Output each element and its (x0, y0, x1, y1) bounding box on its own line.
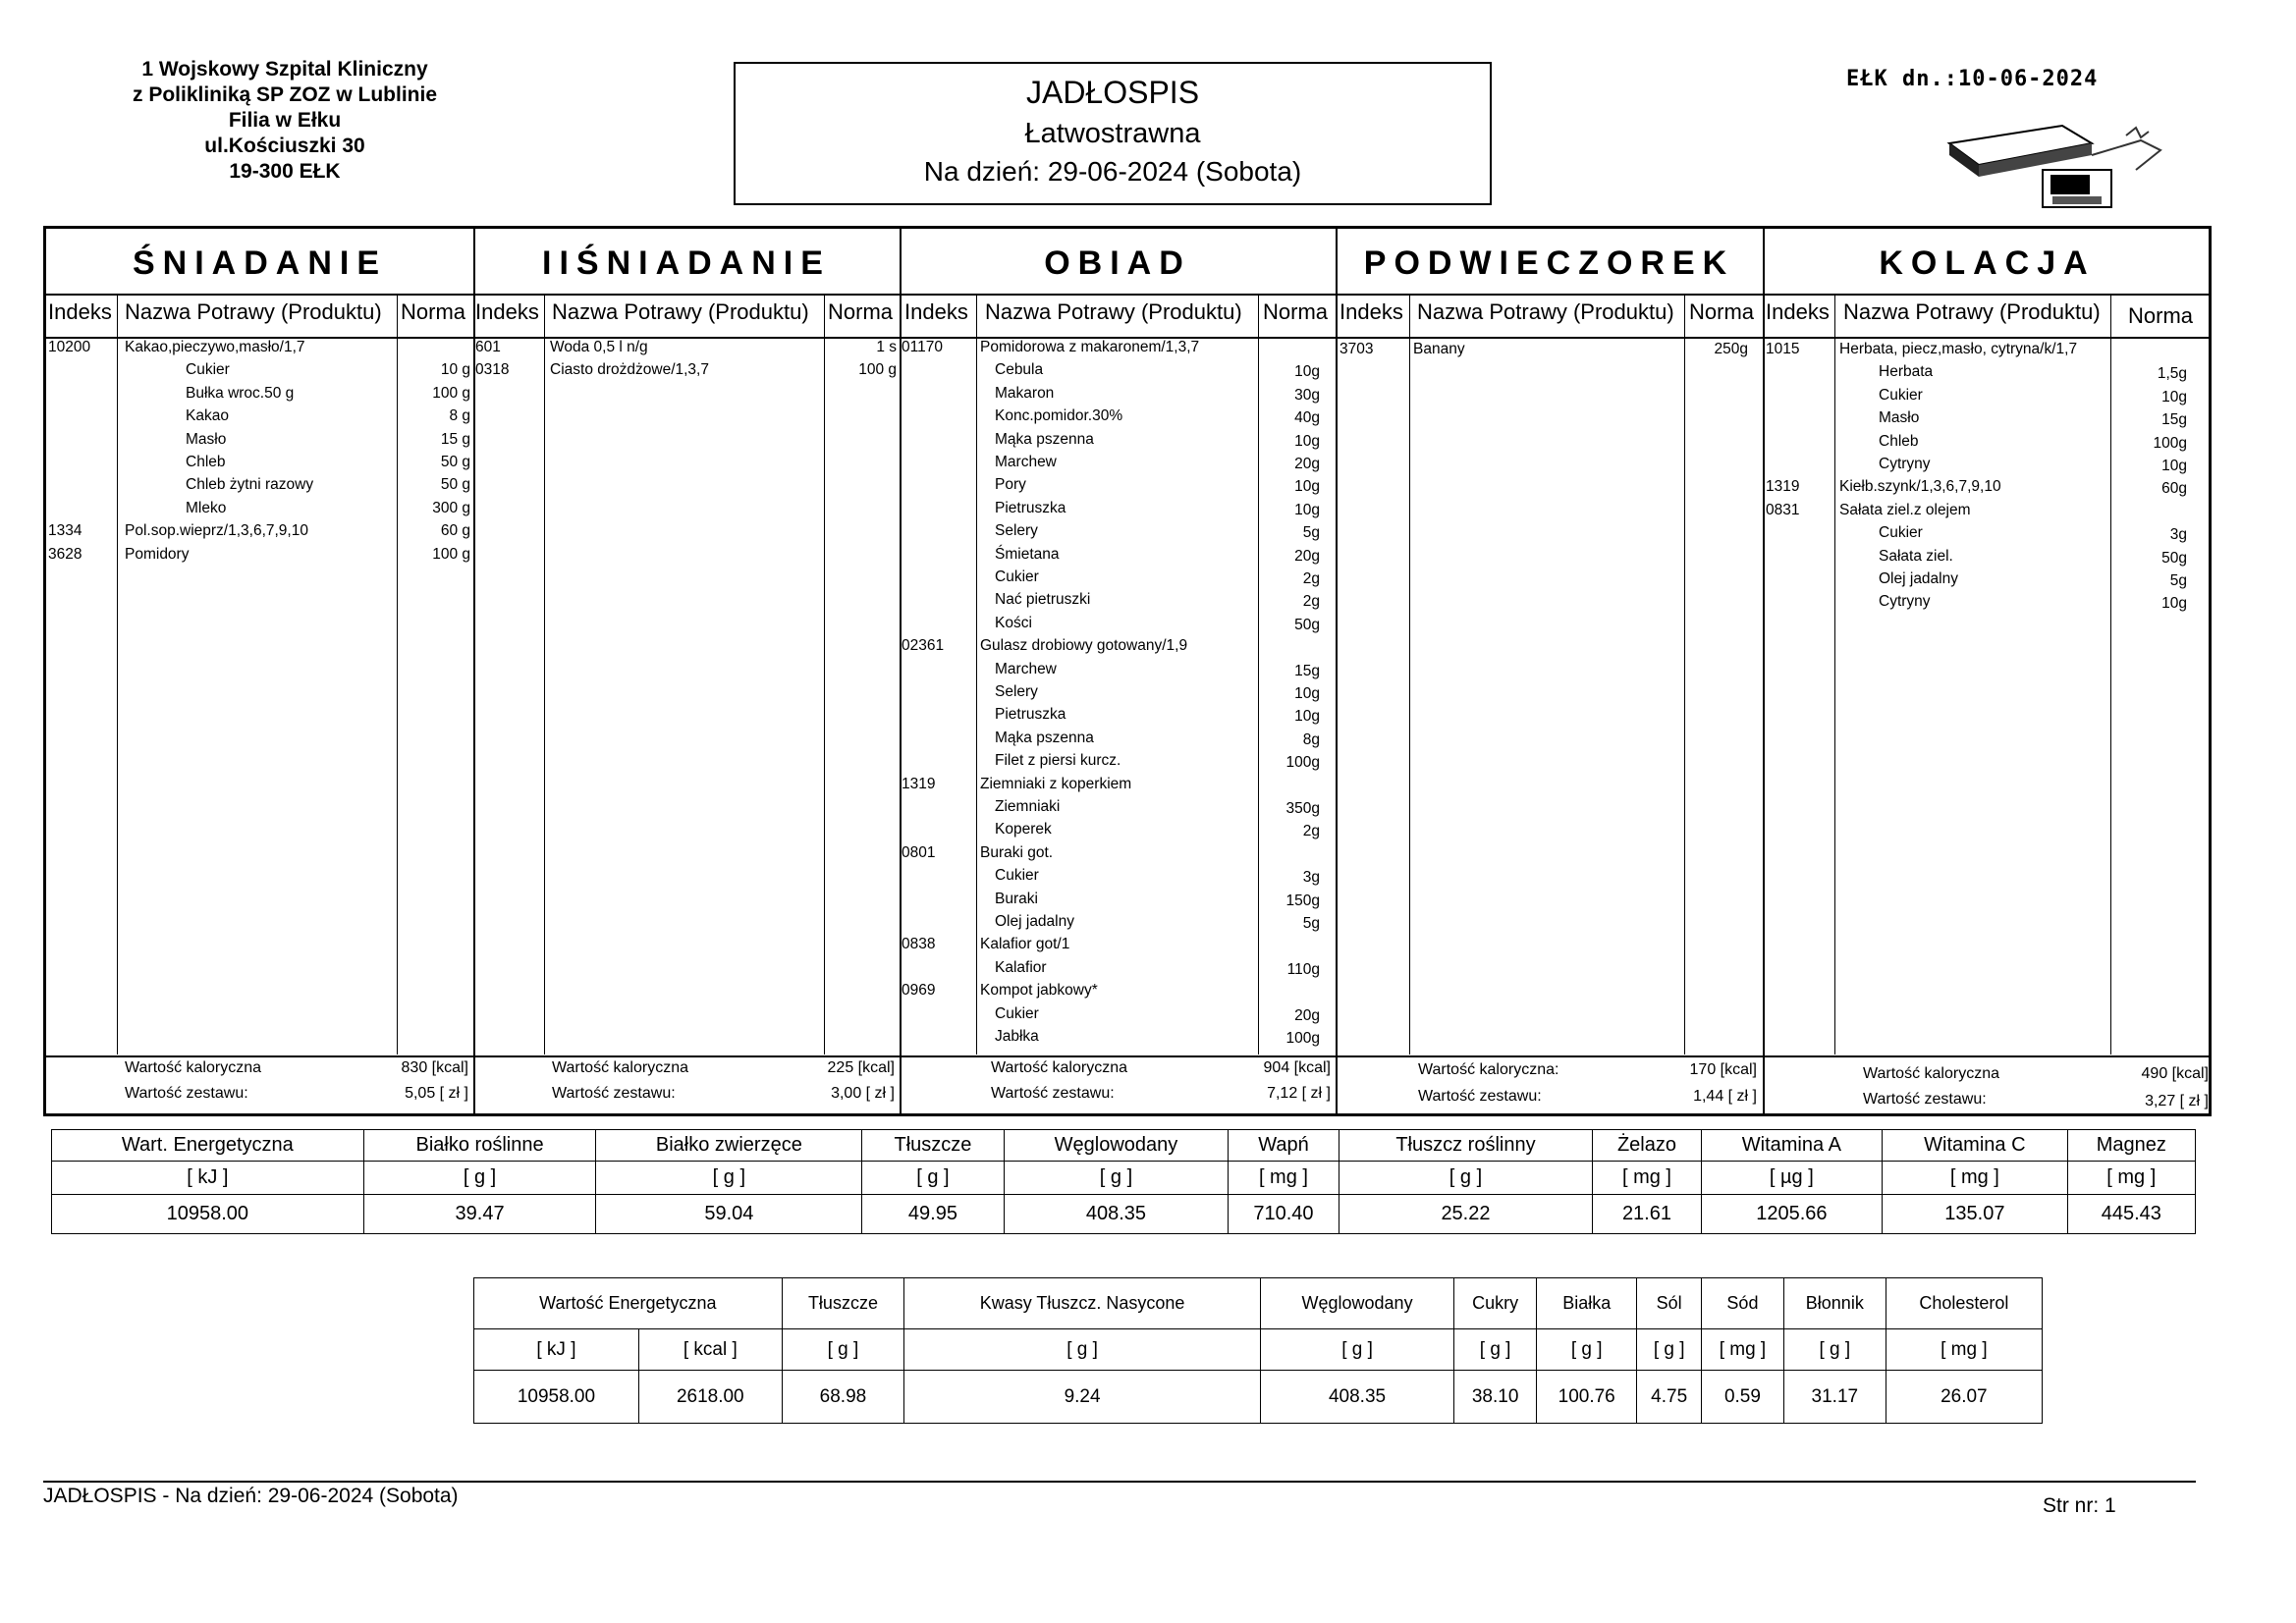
row-norm: 10g (1294, 432, 1320, 450)
table-units-row (474, 1329, 2043, 1371)
row-norm: 20g (1294, 547, 1320, 565)
kcal-value: 904 [kcal] (1263, 1059, 1331, 1076)
row-norm: 100g (1285, 754, 1320, 772)
row-norm: 1 s (876, 339, 897, 355)
table-cell: 39.47 (363, 1195, 596, 1234)
row-name: Nać pietruszki (995, 591, 1091, 609)
row-norm: 100 g (432, 545, 470, 563)
row-index: 0318 (475, 361, 510, 379)
row-name: Mleko (186, 499, 227, 516)
table-cell: 49.95 (862, 1195, 1004, 1234)
divider (824, 294, 825, 1055)
kcal-value: 225 [kcal] (827, 1059, 895, 1076)
row-norm: 10g (1294, 501, 1320, 518)
col-name: Nazwa Potrawy (Produktu) (125, 299, 382, 324)
table-cell: 1205.66 (1701, 1195, 1883, 1234)
nutrition-table-main (51, 1129, 2196, 1234)
row-norm: 150g (1285, 892, 1320, 909)
row-norm: 1,5g (2157, 365, 2187, 383)
row-norm: 250g (1714, 341, 1748, 357)
table-cell: Magnez (2067, 1130, 2195, 1162)
divider (1336, 229, 1338, 1113)
row-norm: 5g (1302, 524, 1320, 542)
cost-label: Wartość zestawu: (125, 1085, 248, 1102)
row-name: Sałata ziel.z olejem (1839, 501, 1971, 518)
row-name: Kakao,pieczywo,masło/1,7 (125, 339, 305, 355)
divider (544, 294, 545, 1055)
book-computer-logo (1944, 116, 2170, 214)
col-index: Indeks (1766, 299, 1830, 324)
row-norm: 100 g (858, 361, 897, 379)
table-cell: 26.07 (1886, 1371, 2042, 1424)
table-cell: [ mg ] (1593, 1162, 1701, 1195)
col-name: Nazwa Potrawy (Produktu) (552, 299, 809, 324)
row-norm: 10g (2161, 458, 2187, 474)
table-cell: 0.59 (1702, 1371, 1784, 1424)
row-name: Herbata, piecz,masło, cytryna/k/1,7 (1839, 341, 2078, 357)
row-name: Sałata ziel. (1879, 547, 1953, 565)
row-norm: 20g (1294, 456, 1320, 472)
hospital-line: ul.Kościuszki 30 (204, 135, 365, 157)
row-norm: 100g (1285, 1030, 1320, 1047)
table-cell: Tłuszcze (862, 1130, 1004, 1162)
table-cell: [ g ] (1260, 1329, 1453, 1371)
table-cell: [ g ] (1339, 1162, 1593, 1195)
table-cell: Białko zwierzęce (596, 1130, 862, 1162)
row-name: Herbata (1879, 363, 1934, 381)
divider (1684, 294, 1685, 1055)
row-norm: 50 g (440, 454, 470, 470)
row-norm: 10g (1294, 685, 1320, 702)
cost-value: 1,44 [ zł ] (1693, 1088, 1757, 1105)
row-name: Ziemniaki (995, 798, 1061, 815)
table-cell: [ mg ] (1886, 1329, 2042, 1371)
row-norm: 10 g (440, 361, 470, 379)
row-name: Pomidory (125, 545, 190, 563)
row-norm: 5g (1302, 915, 1320, 932)
row-norm: 15g (2161, 411, 2187, 429)
table-cell: [ mg ] (1883, 1162, 2067, 1195)
footer-doc-label: JADŁOSPIS - Na dzień: 29-06-2024 (Sobota) (43, 1485, 459, 1507)
row-index: 0801 (902, 843, 936, 861)
col-norm: Norma (828, 299, 894, 324)
menu-date: Na dzień: 29-06-2024 (Sobota) (923, 156, 1302, 187)
row-norm: 10g (2161, 388, 2187, 406)
hospital-line: 19-300 EŁK (229, 160, 341, 183)
row-name: Cytryny (1879, 593, 1931, 611)
row-name: Gulasz drobiowy gotowany/1,9 (980, 637, 1188, 655)
row-norm: 2g (1302, 823, 1320, 840)
col-index: Indeks (475, 299, 539, 324)
row-name: Buraki got. (980, 843, 1054, 861)
kcal-label: Wartość kaloryczna (125, 1059, 261, 1076)
row-norm: 40g (1294, 409, 1320, 427)
row-norm: 5g (2169, 572, 2187, 589)
table-cell: Cholesterol (1886, 1278, 2042, 1329)
row-norm: 300 g (432, 499, 470, 516)
table-cell: [ g ] (862, 1162, 1004, 1195)
row-name: Filet z piersi kurcz. (995, 752, 1121, 770)
row-index: 601 (475, 339, 501, 355)
col-norm: Norma (401, 299, 466, 324)
row-index: 1319 (902, 775, 936, 792)
table-cell: Witamina A (1701, 1130, 1883, 1162)
table-values-row (52, 1195, 2196, 1234)
table-cell: Wart. Energetyczna (52, 1130, 364, 1162)
table-cell: [ g ] (596, 1162, 862, 1195)
row-name: Pol.sop.wieprz/1,3,6,7,9,10 (125, 522, 308, 540)
row-index: 01170 (902, 339, 943, 355)
row-name: Kiełb.szynk/1,3,6,7,9,10 (1839, 478, 2001, 496)
row-norm: 50g (1294, 616, 1320, 633)
row-norm: 15g (1294, 662, 1320, 679)
row-norm: 350g (1285, 800, 1320, 817)
divider (46, 294, 2209, 296)
col-index: Indeks (48, 299, 112, 324)
table-cell: Białko roślinne (363, 1130, 596, 1162)
table-header-row (474, 1278, 2043, 1329)
cost-label: Wartość zestawu: (552, 1085, 676, 1102)
row-norm: 110g (1286, 960, 1320, 978)
table-cell: [ µg ] (1701, 1162, 1883, 1195)
table-cell: [ g ] (1454, 1329, 1537, 1371)
kcal-label: Wartość kaloryczna (552, 1059, 688, 1076)
row-name: Kalafior got/1 (980, 936, 1070, 953)
row-name: Kalafior (995, 958, 1047, 976)
row-index: 3628 (48, 545, 82, 563)
table-cell: Cukry (1454, 1278, 1537, 1329)
row-norm: 3g (2169, 526, 2187, 544)
row-name: Woda 0,5 l n/g (550, 339, 648, 355)
row-name: Cukier (995, 1004, 1039, 1022)
hospital-line: z Polikliniką SP ZOZ w Lublinie (133, 83, 437, 106)
row-norm: 50 g (440, 476, 470, 494)
table-cell: 10958.00 (52, 1195, 364, 1234)
row-name: Makaron (995, 384, 1055, 402)
table-cell: 135.07 (1883, 1195, 2067, 1234)
table-cell: 38.10 (1454, 1371, 1537, 1424)
table-cell: [ g ] (1537, 1329, 1637, 1371)
row-index: 1015 (1766, 341, 1800, 357)
row-name: Selery (995, 683, 1038, 700)
row-index: 02361 (902, 637, 945, 655)
kcal-value: 490 [kcal] (2141, 1065, 2209, 1082)
row-norm: 8 g (449, 407, 470, 425)
row-name: Pietruszka (995, 706, 1066, 724)
table-cell: 31.17 (1783, 1371, 1886, 1424)
row-norm: 3g (1302, 869, 1320, 887)
row-norm: 10g (2161, 595, 2187, 613)
row-name: Masło (1879, 409, 1920, 427)
row-name: Pietruszka (995, 499, 1066, 516)
table-cell: Węglowodany (1260, 1278, 1453, 1329)
meal-plan-table (43, 226, 2212, 1116)
row-name: Masło (186, 430, 227, 448)
col-norm: Norma (1263, 299, 1329, 324)
row-name: Banany (1413, 341, 1465, 357)
table-cell: 2618.00 (638, 1371, 782, 1424)
diet-name: Łatwostrawna (1024, 118, 1201, 149)
divider (1763, 229, 1765, 1113)
footer-rule (43, 1481, 2196, 1483)
row-name: Mąka pszenna (995, 430, 1094, 448)
table-values-row (474, 1371, 2043, 1424)
kcal-label: Wartość kaloryczna (991, 1059, 1127, 1076)
page-number: Str nr: 1 (2043, 1494, 2116, 1517)
row-name: Kakao (186, 407, 229, 425)
row-index: 1334 (48, 522, 82, 540)
table-cell: 100.76 (1537, 1371, 1637, 1424)
row-name: Pory (995, 476, 1026, 494)
table-cell: Węglowodany (1004, 1130, 1229, 1162)
col-name: Nazwa Potrawy (Produktu) (985, 299, 1242, 324)
col-index: Indeks (1339, 299, 1403, 324)
row-norm: 100 g (432, 384, 470, 402)
row-name: Jabłka (995, 1028, 1039, 1045)
table-cell: [ g ] (904, 1329, 1261, 1371)
table-cell: 68.98 (782, 1371, 904, 1424)
kcal-value: 830 [kcal] (401, 1059, 468, 1076)
meal-title-podwieczorek: PODWIECZOREK (1363, 244, 1735, 282)
row-name: Bułka wroc.50 g (186, 384, 295, 402)
col-norm: Norma (1689, 299, 1755, 324)
row-norm: 2g (1302, 593, 1320, 611)
table-units-row (52, 1162, 2196, 1195)
table-cell: Wartość Energetyczna (474, 1278, 783, 1329)
table-cell: Kwasy Tłuszcz. Nasycone (904, 1278, 1261, 1329)
row-name: Ciasto drożdżowe/1,3,7 (550, 361, 709, 379)
table-cell: Tłuszcz roślinny (1339, 1130, 1593, 1162)
divider (2110, 294, 2111, 1055)
row-name: Olej jadalny (1879, 570, 1958, 587)
table-cell: [ mg ] (2067, 1162, 2195, 1195)
row-norm: 50g (2161, 549, 2187, 567)
row-name: Marchew (995, 454, 1057, 470)
row-name: Kompot jabkowy* (980, 982, 1098, 1000)
table-cell: Tłuszcze (782, 1278, 904, 1329)
col-name: Nazwa Potrawy (Produktu) (1417, 299, 1674, 324)
row-name: Chleb (1879, 432, 1919, 450)
table-cell: 710.40 (1229, 1195, 1339, 1234)
issue-date: EŁK dn.:10-06-2024 (1846, 67, 2099, 91)
row-name: Chleb (186, 454, 226, 470)
row-name: Kości (995, 614, 1032, 631)
table-cell: 59.04 (596, 1195, 862, 1234)
row-norm: 60g (2161, 480, 2187, 498)
table-cell: 10958.00 (474, 1371, 639, 1424)
hospital-address (93, 57, 476, 185)
col-norm: Norma (2128, 303, 2194, 328)
table-header-row (52, 1130, 2196, 1162)
cost-label: Wartość zestawu: (991, 1085, 1115, 1102)
row-norm: 2g (1302, 570, 1320, 587)
divider (900, 229, 902, 1113)
table-cell: 408.35 (1004, 1195, 1229, 1234)
divider (1409, 294, 1410, 1055)
table-cell: [ kJ ] (474, 1329, 639, 1371)
divider (46, 1055, 2209, 1057)
meal-title-sniadanie: ŚNIADANIE (132, 244, 388, 282)
row-norm: 100g (2153, 434, 2187, 452)
meal-title-iisniadanie: IIŚNIADANIE (542, 244, 831, 282)
kcal-label: Wartość kaloryczna: (1418, 1061, 1559, 1078)
row-name: Śmietana (995, 545, 1060, 563)
row-name: Cukier (995, 867, 1039, 885)
row-name: Marchew (995, 660, 1057, 677)
hospital-line: Filia w Ełku (228, 109, 342, 132)
nutrition-table-label (473, 1277, 2043, 1424)
table-cell: Witamina C (1883, 1130, 2067, 1162)
row-norm: 10g (1294, 363, 1320, 381)
cost-label: Wartość zestawu: (1863, 1091, 1987, 1108)
row-index: 10200 (48, 339, 91, 355)
table-cell: [ g ] (363, 1162, 596, 1195)
table-cell: 408.35 (1260, 1371, 1453, 1424)
title-box (734, 62, 1492, 205)
table-cell: 25.22 (1339, 1195, 1593, 1234)
row-name: Cukier (186, 361, 230, 379)
row-name: Chleb żytni razowy (186, 476, 314, 494)
row-norm: 15 g (440, 430, 470, 448)
table-cell: [ g ] (1783, 1329, 1886, 1371)
row-norm: 20g (1294, 1006, 1320, 1024)
row-index: 0831 (1766, 501, 1800, 518)
table-cell: Wapń (1229, 1130, 1339, 1162)
row-name: Mąka pszenna (995, 729, 1094, 746)
meal-title-obiad: OBIAD (1044, 244, 1191, 282)
table-cell: [ g ] (1637, 1329, 1702, 1371)
kcal-value: 170 [kcal] (1689, 1061, 1757, 1078)
col-index: Indeks (904, 299, 968, 324)
divider (117, 294, 118, 1055)
row-index: 1319 (1766, 478, 1800, 496)
row-norm: 60 g (440, 522, 470, 540)
kcal-label: Wartość kaloryczna (1863, 1065, 1999, 1082)
row-name: Olej jadalny (995, 913, 1074, 930)
table-cell: Sód (1702, 1278, 1784, 1329)
table-cell: [ mg ] (1229, 1162, 1339, 1195)
row-name: Selery (995, 522, 1038, 540)
meal-title-kolacja: KOLACJA (1879, 244, 2096, 282)
table-cell: Białka (1537, 1278, 1637, 1329)
row-name: Pomidorowa z makaronem/1,3,7 (980, 339, 1200, 355)
row-name: Ziemniaki z koperkiem (980, 775, 1132, 792)
row-index: 0969 (902, 982, 936, 1000)
row-norm: 10g (1294, 478, 1320, 496)
row-name: Koperek (995, 821, 1052, 839)
table-cell: [ g ] (1004, 1162, 1229, 1195)
divider (1834, 294, 1835, 1055)
row-index: 3703 (1339, 341, 1374, 357)
divider (976, 294, 977, 1055)
row-name: Cytryny (1879, 456, 1931, 472)
cost-value: 7,12 [ zł ] (1267, 1085, 1331, 1102)
row-norm: 8g (1302, 730, 1320, 748)
table-cell: 4.75 (1637, 1371, 1702, 1424)
row-name: Buraki (995, 890, 1038, 907)
table-cell: Żelazo (1593, 1130, 1701, 1162)
table-cell: [ g ] (782, 1329, 904, 1371)
row-name: Cebula (995, 361, 1044, 379)
cost-label: Wartość zestawu: (1418, 1088, 1542, 1105)
table-cell: 9.24 (904, 1371, 1261, 1424)
table-cell: [ mg ] (1702, 1329, 1784, 1371)
row-norm: 30g (1294, 386, 1320, 404)
table-cell: 445.43 (2067, 1195, 2195, 1234)
col-name: Nazwa Potrawy (Produktu) (1843, 299, 2101, 324)
table-cell: Błonnik (1783, 1278, 1886, 1329)
table-cell: [ kcal ] (638, 1329, 782, 1371)
document-title: JADŁOSPIS (1025, 75, 1200, 110)
row-name: Cukier (1879, 524, 1923, 542)
row-norm: 10g (1294, 708, 1320, 726)
table-cell: 21.61 (1593, 1195, 1701, 1234)
row-name: Konc.pomidor.30% (995, 407, 1123, 425)
cost-value: 3,27 [ zł ] (2145, 1093, 2209, 1109)
table-cell: Sól (1637, 1278, 1702, 1329)
table-cell: [ kJ ] (52, 1162, 364, 1195)
cost-value: 3,00 [ zł ] (831, 1085, 895, 1102)
row-name: Cukier (1879, 386, 1923, 404)
cost-value: 5,05 [ zł ] (405, 1085, 468, 1102)
row-name: Cukier (995, 568, 1039, 585)
row-index: 0838 (902, 936, 936, 953)
hospital-line: 1 Wojskowy Szpital Kliniczny (141, 58, 428, 81)
